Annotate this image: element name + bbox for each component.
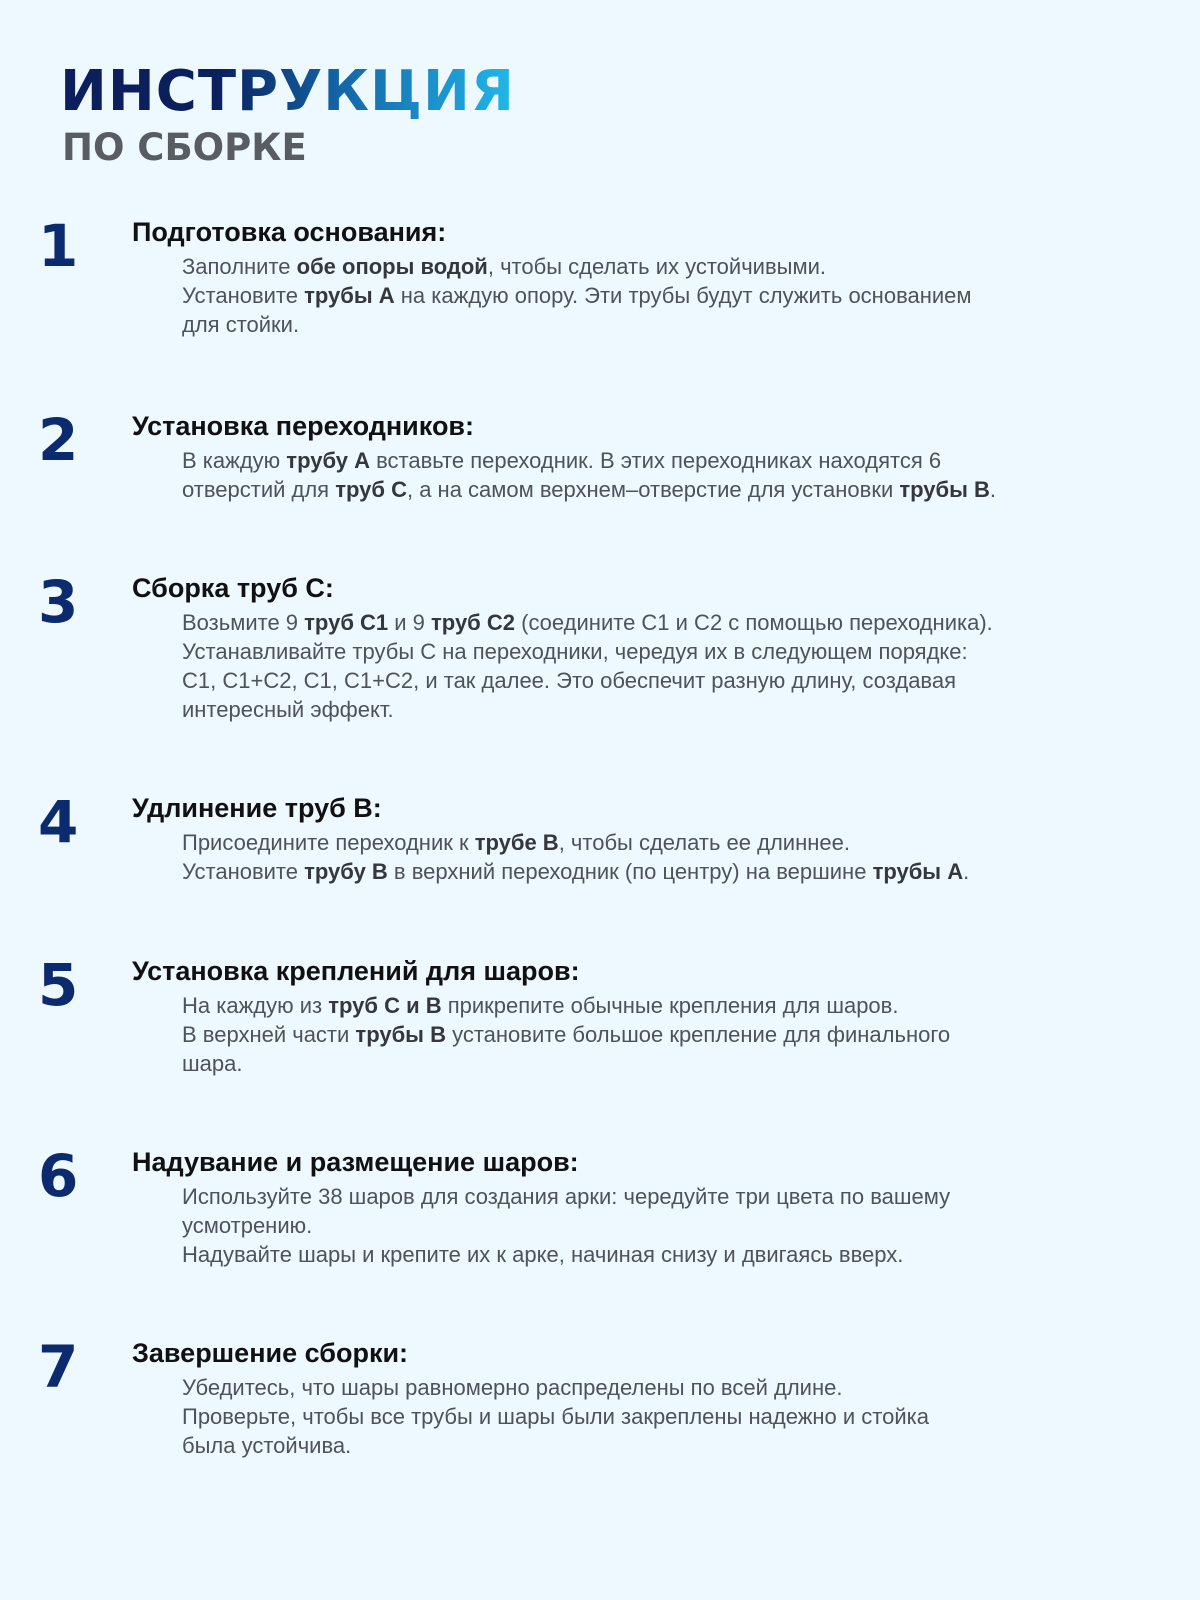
page-title	[60, 56, 515, 128]
step-number: 7	[38, 1333, 79, 1401]
text-segment: С1, С1+С2, С1, С1+С2, и так далее. Это обеспечит разную длину, создавая	[182, 668, 957, 693]
step-number: 4	[38, 788, 79, 856]
text-segment: В верхней части	[182, 1022, 356, 1047]
emphasis-text: трубу А	[286, 448, 370, 473]
step-heading: Установка креплений для шаров:	[132, 956, 580, 986]
text-segment: Убедитесь, что шары равномерно распределены по всей длине.	[182, 1375, 843, 1400]
step-text-line	[182, 637, 1182, 666]
text-segment: Проверьте, чтобы все трубы и шары были закреплены надежно и стойка	[182, 1404, 930, 1429]
step-heading: Подготовка основания:	[132, 217, 447, 247]
step-body	[182, 252, 1182, 339]
step-heading: Завершение сборки:	[132, 1338, 409, 1368]
step-text-line	[182, 695, 1182, 724]
emphasis-text: трубы В	[355, 1022, 446, 1047]
emphasis-text: трубы А	[872, 859, 964, 884]
step-text-line	[182, 1182, 1182, 1211]
step-number: 1	[38, 212, 79, 280]
step-body	[182, 1182, 1182, 1269]
text-segment: в верхний переходник (по центру) на вершине	[387, 859, 873, 884]
step-text-line	[182, 1402, 1182, 1431]
text-segment: , чтобы сделать ее длиннее.	[558, 830, 850, 855]
step-text-line	[182, 991, 1182, 1020]
text-segment: .	[989, 477, 997, 502]
text-segment: (соедините С1 и С2 с помощью переходника).	[515, 610, 993, 635]
step-number: 5	[38, 951, 79, 1019]
text-segment: на каждую опору. Эти трубы будут служить основанием	[394, 283, 972, 308]
text-segment: усмотрению.	[182, 1213, 313, 1238]
text-segment: Присоедините переходник к	[182, 830, 475, 855]
emphasis-text: трубы В	[899, 477, 990, 502]
step-text-line	[182, 1431, 1182, 1460]
text-segment: для стойки.	[182, 312, 300, 337]
step-number: 2	[38, 406, 79, 474]
text-segment: шара.	[182, 1051, 243, 1076]
text-segment: , чтобы сделать их устойчивыми.	[487, 254, 826, 279]
emphasis-text: трубы А	[304, 283, 395, 308]
step-heading: Сборка труб С:	[132, 573, 334, 603]
step-text-line	[182, 1020, 1182, 1049]
text-segment: Возьмите 9	[182, 610, 305, 635]
text-segment: интересный эффект.	[182, 697, 394, 722]
step-text-line	[182, 1211, 1182, 1240]
step-number: 6	[38, 1142, 79, 1210]
step-text-line	[182, 608, 1182, 637]
text-segment: Установите	[182, 859, 305, 884]
text-segment: Используйте 38 шаров для создания арки: чередуйте три цвета по вашему	[182, 1184, 951, 1209]
step-text-line	[182, 446, 1182, 475]
text-segment: была устойчива.	[182, 1433, 352, 1458]
step-body	[182, 1373, 1182, 1460]
text-segment: Установите	[182, 283, 305, 308]
step-body	[182, 991, 1182, 1078]
step-body	[182, 608, 1182, 724]
step-body	[182, 446, 1182, 504]
emphasis-text: труб С	[335, 477, 407, 502]
emphasis-text: труб С1	[304, 610, 389, 635]
step-number: 3	[38, 568, 79, 636]
text-segment: установите большое крепление для финального	[445, 1022, 951, 1047]
text-segment: отверстий для	[182, 477, 336, 502]
step-text-line	[182, 1240, 1182, 1269]
step-text-line	[182, 857, 1182, 886]
text-segment: Устанавливайте трубы С на переходники, чередуя их в следующем порядке:	[182, 639, 968, 664]
step-heading: Удлинение труб В:	[132, 793, 382, 823]
text-segment: .	[963, 859, 970, 884]
text-segment: и 9	[388, 610, 432, 635]
step-text-line	[182, 1373, 1182, 1402]
text-segment: На каждую из	[182, 993, 329, 1018]
emphasis-text: трубу В	[304, 859, 388, 884]
step-heading: Надувание и размещение шаров:	[132, 1147, 579, 1177]
step-text-line	[182, 310, 1182, 339]
step-text-line	[182, 828, 1182, 857]
page-subtitle: ПО СБОРКЕ	[62, 126, 307, 169]
emphasis-text: трубе В	[474, 830, 559, 855]
text-segment: В каждую	[182, 448, 287, 473]
emphasis-text: труб С и В	[328, 993, 442, 1018]
text-segment: Надувайте шары и крепите их к арке, начиная снизу и двигаясь вверх.	[182, 1242, 904, 1267]
step-body	[182, 828, 1182, 886]
step-text-line	[182, 252, 1182, 281]
page-title-text: ИНСТРУКЦИЯ	[60, 59, 515, 124]
step-text-line	[182, 475, 1182, 504]
text-segment: вставьте переходник. В этих переходниках находятся 6	[370, 448, 942, 473]
text-segment: , а на самом верхнем–отверстие для установки	[406, 477, 900, 502]
step-text-line	[182, 666, 1182, 695]
text-segment: прикрепите обычные крепления для шаров.	[441, 993, 899, 1018]
text-segment: Заполните	[182, 254, 297, 279]
step-text-line	[182, 281, 1182, 310]
emphasis-text: труб С2	[431, 610, 515, 635]
step-heading: Установка переходников:	[132, 411, 475, 441]
emphasis-text: обе опоры водой	[296, 254, 488, 279]
step-text-line	[182, 1049, 1182, 1078]
